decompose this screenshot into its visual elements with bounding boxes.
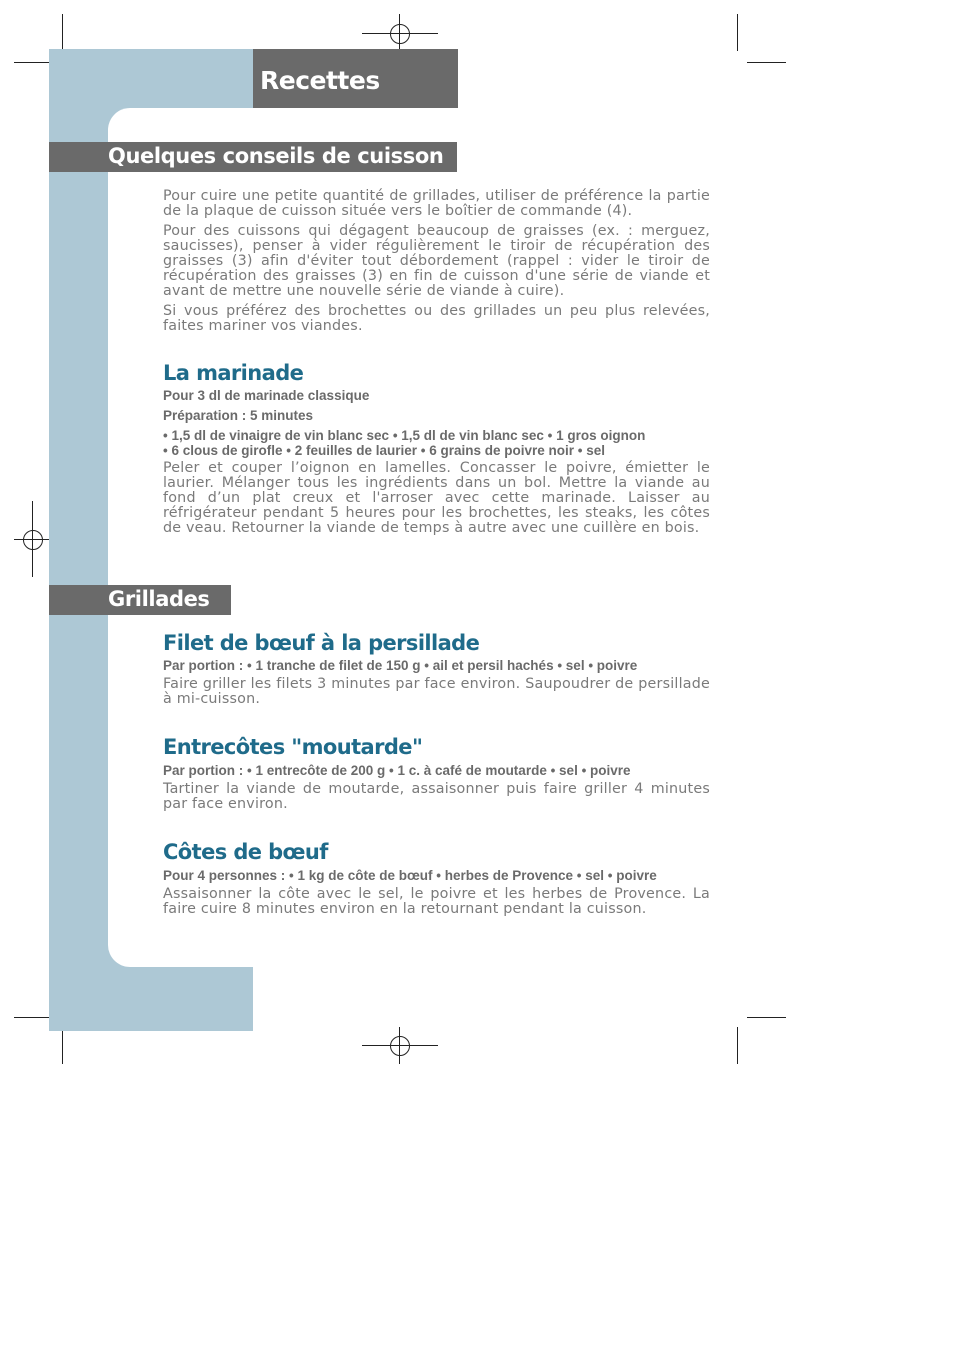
crop-mark bbox=[747, 62, 786, 63]
section-title-conseils: Quelques conseils de cuisson bbox=[108, 144, 444, 168]
conseil-paragraph: Pour des cuissons qui dégagent beaucoup de graisses (ex. : merguez, saucisses), penser à vider régulièrement le tiroir de récupération des graisses (3) afin d'éviter tout débordement (rappel : vider le tiroir de récupération des graisses (3) en fin de cuisson d'une série de viande et avant de mettre une nouvelle série de viande à cuire). bbox=[163, 223, 710, 299]
registration-mark-icon bbox=[390, 24, 410, 44]
recipe-title: Côtes de bœuf bbox=[163, 840, 328, 864]
recipe-block bbox=[163, 842, 710, 917]
registration-mark-icon bbox=[23, 530, 43, 550]
marinade-instructions: Peler et couper l’oignon en lamelles. Concasser le poivre, émietter le laurier. Mélanger tous les ingrédients dans un bol. Mettre la viande au fond d’un plat creux et l'arroser avec cette marinade. Laisser au réfrigérateur pendant 5 heures pour les brochettes, les steaks, les côtes de veau. Retourner la viande de temps à autre avec une cuillère en bois. bbox=[163, 460, 710, 536]
recipe-title: Entrecôtes "moutarde" bbox=[163, 735, 423, 759]
marinade-preparation: Préparation : 5 minutes bbox=[163, 408, 314, 423]
registration-line bbox=[362, 1045, 438, 1046]
crop-mark bbox=[14, 62, 51, 63]
marinade-ingredients: • 6 clous de girofle • 2 feuilles de laurier • 6 grains de poivre noir • sel bbox=[163, 443, 606, 458]
marinade-block bbox=[163, 363, 710, 536]
recipe-instructions: Assaisonner la côte avec le sel, le poivre et les herbes de Provence. La faire cuire 8 minutes environ en la retournant pendant la cuisson. bbox=[163, 886, 710, 917]
registration-line bbox=[399, 1027, 400, 1064]
registration-mark-icon bbox=[390, 1036, 410, 1056]
recipe-block bbox=[163, 633, 710, 707]
marinade-title: La marinade bbox=[163, 361, 304, 385]
crop-mark bbox=[747, 1017, 786, 1018]
recipe-instructions: Tartiner la viande de moutarde, assaisonner puis faire griller 4 minutes par face environ. bbox=[163, 781, 710, 812]
crop-mark bbox=[14, 1017, 51, 1018]
recipe-ingredients: Par portion : • 1 entrecôte de 200 g • 1 c. à café de moutarde • sel • poivre bbox=[163, 763, 631, 778]
conseil-paragraph: Pour cuire une petite quantité de grillades, utiliser de préférence la partie de la plaque de cuisson située vers le boîtier de commande (4). bbox=[163, 188, 710, 219]
page-title: Recettes bbox=[260, 66, 380, 95]
conseil-paragraph: Si vous préférez des brochettes ou des grillades un peu plus relevées, faites mariner vos viandes. bbox=[163, 303, 710, 334]
marinade-ingredients: • 1,5 dl de vinaigre de vin blanc sec • 1,5 dl de vin blanc sec • 1 gros oignon bbox=[163, 428, 646, 443]
crop-mark bbox=[62, 14, 63, 51]
recipe-ingredients: Pour 4 personnes : • 1 kg de côte de bœuf • herbes de Provence • sel • poivre bbox=[163, 868, 657, 883]
recipe-ingredients: Par portion : • 1 tranche de filet de 150 g • ail et persil hachés • sel • poivre bbox=[163, 658, 638, 673]
registration-line bbox=[362, 33, 438, 34]
crop-mark bbox=[737, 14, 738, 51]
recipe-instructions: Faire griller les filets 3 minutes par face environ. Saupoudrer de persillade à mi-cuisson. bbox=[163, 676, 710, 707]
recipe-title: Filet de bœuf à la persillade bbox=[163, 631, 480, 655]
section-title-grillades: Grillades bbox=[108, 587, 210, 611]
registration-line bbox=[32, 501, 33, 577]
recipe-block bbox=[163, 737, 710, 812]
crop-mark bbox=[62, 1027, 63, 1064]
registration-line bbox=[399, 14, 400, 51]
conseils-body bbox=[163, 189, 710, 334]
crop-mark bbox=[737, 1027, 738, 1064]
marinade-quantity: Pour 3 dl de marinade classique bbox=[163, 388, 370, 403]
